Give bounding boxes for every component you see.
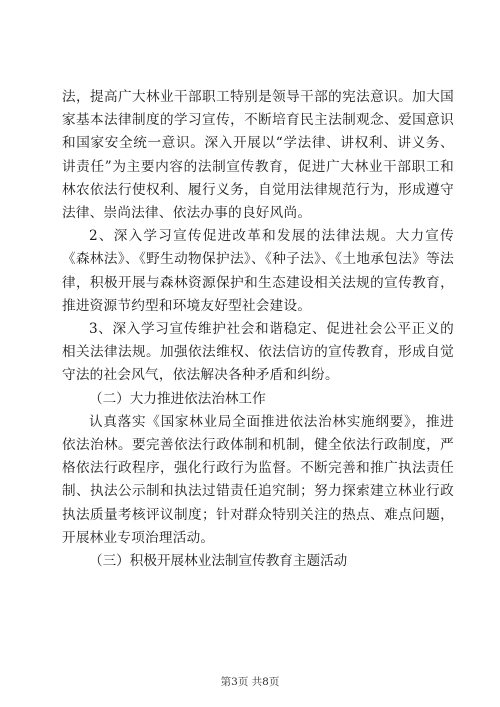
paragraph-section-2-body: 认真落实《国家林业局全面推进依法治林实施纲要》，推进依法治林。要完善依法行政体制和机制，健全依法行政制度，严格依法行政程序，强化行政行为监督。不断完善和推广执法责任制、执法公示制和执法过错责任追究制；努力探索建立林业行政执法质量考核评议制度；针对群众特别关注的热点、难点问题，开展林业专项治理活动。 bbox=[62, 413, 454, 546]
paragraph-item-3: 3、深入学习宣传维护社会和谐稳定、促进社会公平正义的相关法律法规。加强依法维权、依法信访的宣传教育，形成自觉守法的社会风气，依法解决各种矛盾和纠纷。 bbox=[62, 321, 454, 384]
document-body bbox=[62, 86, 454, 573]
paragraph-item-2: 2、深入学习宣传促进改革和发展的法律法规。大力宣传《森林法》、《野生动物保护法》、《种子法》、《土地承包法》等法律，积极开展与森林资源保护和生态建设相关法规的宣传教育，推进资源节约型和环境友好型社会建设。 bbox=[62, 228, 454, 314]
section-heading-3: （三）积极开展林业法制宣传教育主题活动 bbox=[89, 553, 348, 570]
section-heading-2: （二）大力推进依法治林工作 bbox=[89, 390, 266, 407]
paragraph-continuation: 法，提高广大林业干部职工特别是领导干部的宪法意识。加大国家基本法律制度的学习宣传，不断培育民主法制观念、爱国意识和国家安全统一意识。深入开展以“学法律、讲权利、讲义务、讲责任”为主要内容的法制宣传教育，促进广大林业干部职工和林农依法行使权利、履行义务，自觉用法律规范行为，形成遵守法律、崇尚法律、依法办事的良好风尚。 bbox=[62, 89, 454, 222]
page-footer: 第3页 共8页 bbox=[220, 676, 280, 688]
